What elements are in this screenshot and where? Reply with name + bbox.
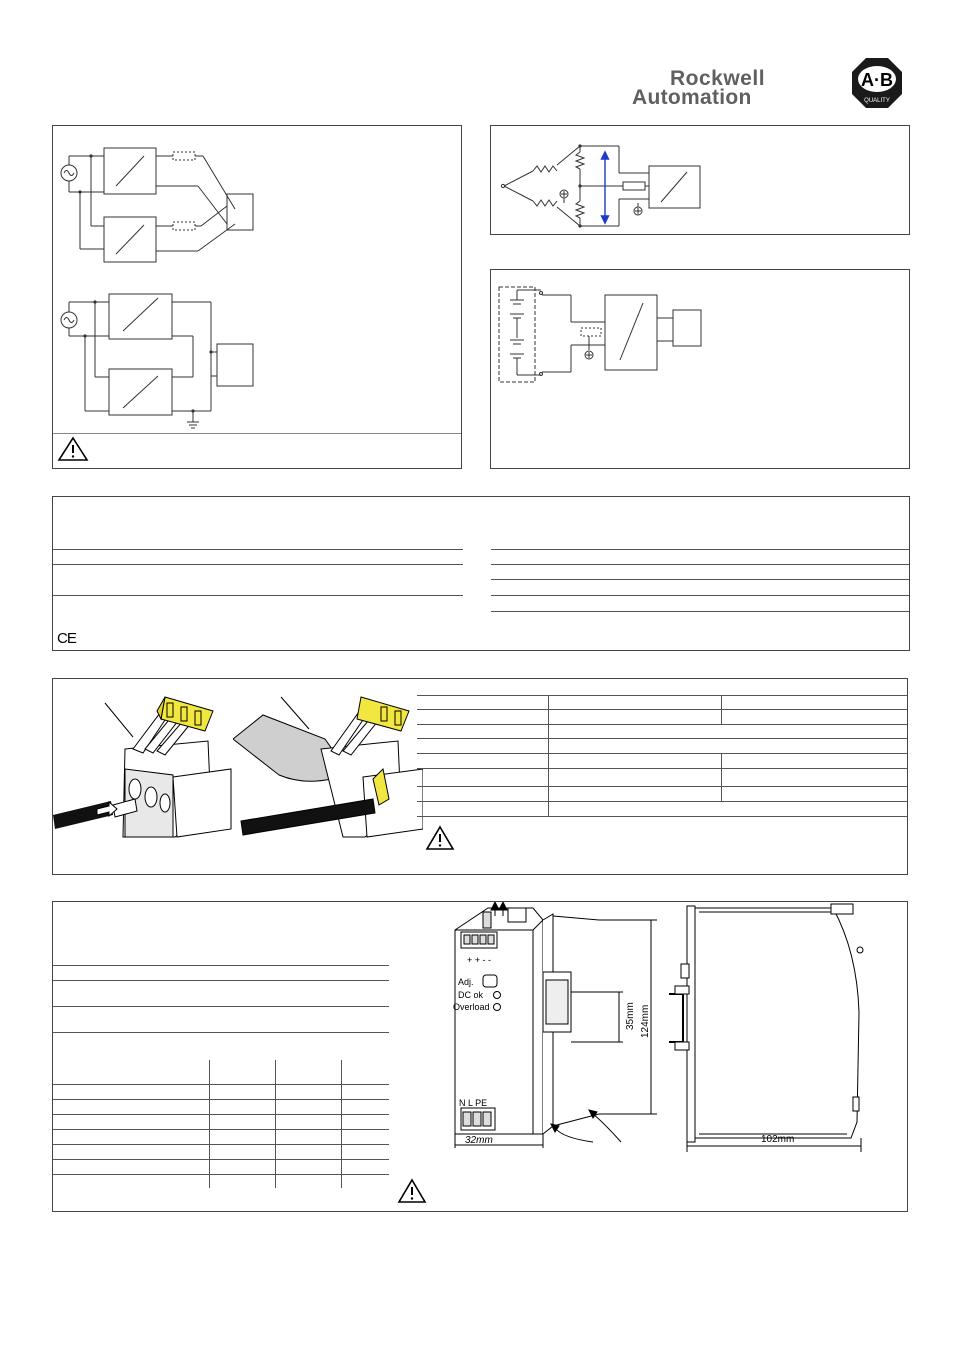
rockwell-automation-logo (632, 68, 792, 108)
height-dimension: 124mm (640, 1004, 651, 1038)
ab-quality-text: QUALITY (864, 98, 890, 104)
ce-mark: CE (57, 630, 76, 647)
parallel-redundant-diagram (53, 126, 463, 470)
device-side-view (663, 902, 908, 1158)
device-front-view (443, 902, 663, 1158)
battery-backup-diagram (491, 270, 911, 470)
overload-label: Overload (453, 1002, 490, 1012)
adj-label: Adj. (458, 977, 474, 987)
rail-dimension: 35mm (625, 1002, 636, 1030)
warning-icon (397, 1178, 427, 1204)
mounting-dimensions-panel (52, 901, 908, 1212)
bridge-diagram-panel (490, 125, 910, 235)
brand-line-2: Automation (632, 86, 752, 109)
wire-release-illustration (233, 689, 423, 839)
ab-mark-text: A·B (861, 70, 893, 90)
terminal-connection-panel (52, 678, 908, 875)
blue-measurement-arrow (602, 152, 609, 223)
depth-dimension: 102mm (761, 1134, 795, 1145)
ab-quality-logo (851, 57, 903, 109)
brand-line-1: Rockwell (670, 67, 766, 90)
warning-icon (425, 825, 455, 851)
specifications-panel (52, 496, 910, 651)
terminals-top-label: + + - - (467, 955, 492, 965)
wire-insertion-illustration (53, 689, 233, 839)
warning-icon (57, 436, 89, 462)
wiring-diagrams-panel (52, 125, 462, 469)
battery-diagram-panel (490, 269, 910, 469)
dc-ok-label: DC ok (458, 990, 484, 1000)
terminals-bottom-label: N L PE (459, 1098, 488, 1108)
width-dimension: 32mm (465, 1135, 493, 1146)
bridge-circuit-diagram (491, 126, 911, 236)
